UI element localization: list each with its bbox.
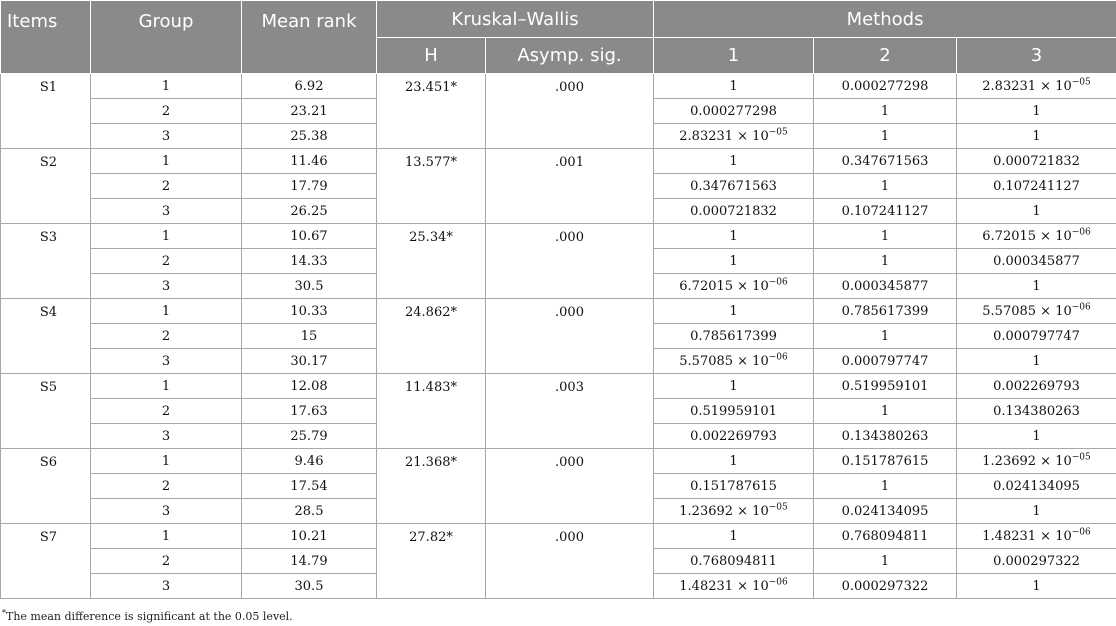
item-name: S1 [1,74,91,149]
method-value: 1 [729,453,738,469]
method-value: 1 [1032,103,1041,119]
method-value: 1 [880,403,890,419]
h-statistic-cell: 23.451* [377,74,486,149]
group-cell: 3 [91,424,242,449]
method-1-cell [654,199,814,224]
h-statistic-cell: 27.82* [377,524,486,599]
method-value: 0.519959101 [841,378,929,394]
mean-rank-cell: 25.38 [242,124,377,149]
group-cell: 1 [91,149,242,174]
method-2-cell [814,349,957,374]
method-2-cell [814,424,957,449]
group-cell: 3 [91,199,242,224]
group-cell: 1 [91,299,242,324]
method-3-cell [957,249,1116,274]
mean-rank-cell: 17.63 [242,399,377,424]
method-value: 0.134380263 [993,403,1080,419]
method-value: 0.000277298 [690,103,777,119]
method-3-cell [957,574,1116,599]
method-2-cell [814,324,957,349]
method-1-cell [654,524,814,549]
mean-rank-cell: 17.54 [242,474,377,499]
method-2-cell [814,174,957,199]
method-3-cell [957,424,1116,449]
header-h: H [377,38,486,74]
method-2-cell [814,474,957,499]
header-kruskal-wallis: Kruskal–Wallis [377,1,654,38]
method-value: 1 [880,128,890,144]
method-2-cell [814,199,957,224]
h-statistic-cell: 24.862* [377,299,486,374]
group-cell: 2 [91,399,242,424]
method-2-cell [814,374,957,399]
group-cell: 3 [91,349,242,374]
footnote-mark: * [2,608,6,618]
footnote [2,610,293,623]
item-name: S3 [1,224,91,299]
method-value: 0.000297322 [841,578,929,594]
method-2-cell [814,449,957,474]
method-value: 0.107241127 [841,203,929,219]
method-2-cell [814,524,957,549]
method-value: 5.57085 × 10 [982,303,1072,319]
group-cell: 2 [91,174,242,199]
method-value: 2.83231 × 10 [679,128,769,144]
method-exponent: −06 [768,577,788,588]
method-3-cell [957,199,1116,224]
method-2-cell [814,274,957,299]
mean-rank-cell: 14.33 [242,249,377,274]
method-value: 1 [880,228,890,244]
method-exponent: −06 [1071,302,1091,313]
mean-rank-cell: 25.79 [242,424,377,449]
group-cell: 1 [91,224,242,249]
table-row [1,524,1116,549]
method-1-cell [654,249,814,274]
method-1-cell [654,449,814,474]
method-value: 6.72015 × 10 [982,228,1072,244]
method-exponent: −05 [1071,77,1091,88]
method-value: 1.23692 × 10 [982,453,1072,469]
method-value: 1 [1032,578,1041,594]
group-cell: 1 [91,374,242,399]
method-1-cell [654,124,814,149]
method-2-cell [814,249,957,274]
method-2-cell [814,574,957,599]
method-value: 1.48231 × 10 [679,578,769,594]
h-statistic-cell: 11.483* [377,374,486,449]
asymp-sig-cell: .000 [486,449,654,524]
group-cell: 2 [91,474,242,499]
mean-rank-cell: 12.08 [242,374,377,399]
group-cell: 2 [91,324,242,349]
method-value: 0.107241127 [993,178,1080,194]
group-cell: 3 [91,499,242,524]
method-value: 1 [1032,278,1041,294]
method-2-cell [814,124,957,149]
h-statistic-cell: 13.577* [377,149,486,224]
method-exponent: −06 [768,352,788,363]
h-statistic-cell: 21.368* [377,449,486,524]
method-value: 0.000345877 [993,253,1080,269]
mean-rank-cell: 23.21 [242,99,377,124]
mean-rank-cell: 26.25 [242,199,377,224]
method-value: 0.768094811 [841,528,929,544]
asymp-sig-cell: .000 [486,524,654,599]
method-exponent: −05 [768,502,788,513]
item-name: S7 [1,524,91,599]
method-value: 2.83231 × 10 [982,78,1072,94]
method-1-cell [654,349,814,374]
method-exponent: −06 [768,277,788,288]
table-row [1,299,1116,324]
table-row [1,374,1116,399]
asymp-sig-cell: .003 [486,374,654,449]
footnote-text: The mean difference is significant at the 0.05 level. [6,610,293,623]
method-value: 1 [729,228,738,244]
method-value: 0.000797747 [841,353,929,369]
asymp-sig-cell: .000 [486,74,654,149]
method-1-cell [654,549,814,574]
method-exponent: −05 [768,127,788,138]
mean-rank-cell: 9.46 [242,449,377,474]
method-value: 0.785617399 [841,303,929,319]
method-value: 1 [1032,428,1041,444]
method-3-cell [957,124,1116,149]
header-group: Group [91,1,242,74]
method-value: 0.151787615 [690,478,777,494]
method-3-cell [957,374,1116,399]
method-value: 1 [880,478,890,494]
mean-rank-cell: 28.5 [242,499,377,524]
mean-rank-cell: 14.79 [242,549,377,574]
method-value: 1 [1032,128,1041,144]
method-3-cell [957,324,1116,349]
item-name: S4 [1,299,91,374]
mean-rank-cell: 6.92 [242,74,377,99]
mean-rank-cell: 15 [242,324,377,349]
header-mean-rank: Mean rank [242,1,377,74]
method-value: 0.134380263 [841,428,929,444]
method-value: 0.002269793 [690,428,777,444]
method-2-cell [814,74,957,99]
item-name: S5 [1,374,91,449]
table-row [1,224,1116,249]
method-3-cell [957,549,1116,574]
method-2-cell [814,399,957,424]
method-value: 1.48231 × 10 [982,528,1072,544]
method-value: 1 [880,253,890,269]
group-cell: 2 [91,99,242,124]
method-3-cell [957,524,1116,549]
table-header [1,1,1116,74]
mean-rank-cell: 10.33 [242,299,377,324]
method-value: 0.000797747 [993,328,1080,344]
method-value: 1 [729,378,738,394]
group-cell: 1 [91,449,242,474]
method-3-cell [957,74,1116,99]
header-method-2: 2 [814,38,957,74]
method-value: 0.024134095 [993,478,1080,494]
method-value: 1 [1032,353,1041,369]
mean-rank-cell: 10.21 [242,524,377,549]
asymp-sig-cell: .000 [486,299,654,374]
method-1-cell [654,174,814,199]
method-value: 1 [729,528,738,544]
method-1-cell [654,74,814,99]
mean-rank-cell: 11.46 [242,149,377,174]
h-statistic-cell: 25.34* [377,224,486,299]
method-2-cell [814,224,957,249]
method-2-cell [814,549,957,574]
method-value: 1 [1032,203,1041,219]
method-value: 1.23692 × 10 [679,503,769,519]
method-value: 0.785617399 [690,328,777,344]
method-value: 0.000721832 [690,203,777,219]
method-value: 0.002269793 [993,378,1080,394]
method-3-cell [957,274,1116,299]
method-value: 1 [729,78,738,94]
mean-rank-cell: 30.5 [242,274,377,299]
method-2-cell [814,499,957,524]
method-1-cell [654,149,814,174]
mean-rank-cell: 30.17 [242,349,377,374]
group-cell: 2 [91,249,242,274]
group-cell: 3 [91,124,242,149]
method-1-cell [654,324,814,349]
method-value: 0.000345877 [841,278,929,294]
header-method-1: 1 [654,38,814,74]
method-value: 1 [880,103,890,119]
method-value: 0.151787615 [841,453,929,469]
header-methods: Methods [654,1,1116,38]
method-value: 0.024134095 [841,503,929,519]
method-3-cell [957,474,1116,499]
mean-rank-cell: 17.79 [242,174,377,199]
group-cell: 1 [91,74,242,99]
method-2-cell [814,149,957,174]
table-row [1,449,1116,474]
method-3-cell [957,149,1116,174]
method-3-cell [957,449,1116,474]
method-1-cell [654,474,814,499]
header-items: Items [1,1,91,74]
method-3-cell [957,349,1116,374]
method-1-cell [654,499,814,524]
asymp-sig-cell: .001 [486,149,654,224]
method-value: 0.000297322 [993,553,1080,569]
method-1-cell [654,224,814,249]
method-value: 0.519959101 [690,403,777,419]
header-method-3: 3 [957,38,1116,74]
item-name: S6 [1,449,91,524]
method-value: 1 [729,303,738,319]
method-value: 1 [729,253,738,269]
method-1-cell [654,99,814,124]
method-value: 1 [729,153,738,169]
method-3-cell [957,224,1116,249]
method-value: 0.347671563 [690,178,777,194]
mean-rank-cell: 10.67 [242,224,377,249]
method-value: 0.347671563 [841,153,929,169]
method-value: 1 [880,328,890,344]
method-1-cell [654,299,814,324]
method-1-cell [654,399,814,424]
method-1-cell [654,424,814,449]
method-exponent: −06 [1071,527,1091,538]
method-3-cell [957,499,1116,524]
method-value: 6.72015 × 10 [679,278,769,294]
method-1-cell [654,274,814,299]
group-cell: 3 [91,574,242,599]
method-3-cell [957,399,1116,424]
asymp-sig-cell: .000 [486,224,654,299]
method-value: 1 [1032,503,1041,519]
method-value: 1 [880,178,890,194]
method-1-cell [654,374,814,399]
method-3-cell [957,299,1116,324]
method-exponent: −06 [1071,227,1091,238]
method-value: 1 [880,553,890,569]
group-cell: 1 [91,524,242,549]
method-2-cell [814,299,957,324]
header-asymp-sig: Asymp. sig. [486,38,654,74]
table-body [1,74,1116,599]
table-row [1,74,1116,99]
table-row [1,149,1116,174]
method-1-cell [654,574,814,599]
method-3-cell [957,99,1116,124]
method-value: 0.000721832 [993,153,1080,169]
item-name: S2 [1,149,91,224]
group-cell: 3 [91,274,242,299]
method-value: 0.000277298 [841,78,929,94]
mean-rank-cell: 30.5 [242,574,377,599]
method-2-cell [814,99,957,124]
method-value: 5.57085 × 10 [679,353,769,369]
method-exponent: −05 [1071,452,1091,463]
group-cell: 2 [91,549,242,574]
method-3-cell [957,174,1116,199]
method-value: 0.768094811 [690,553,777,569]
